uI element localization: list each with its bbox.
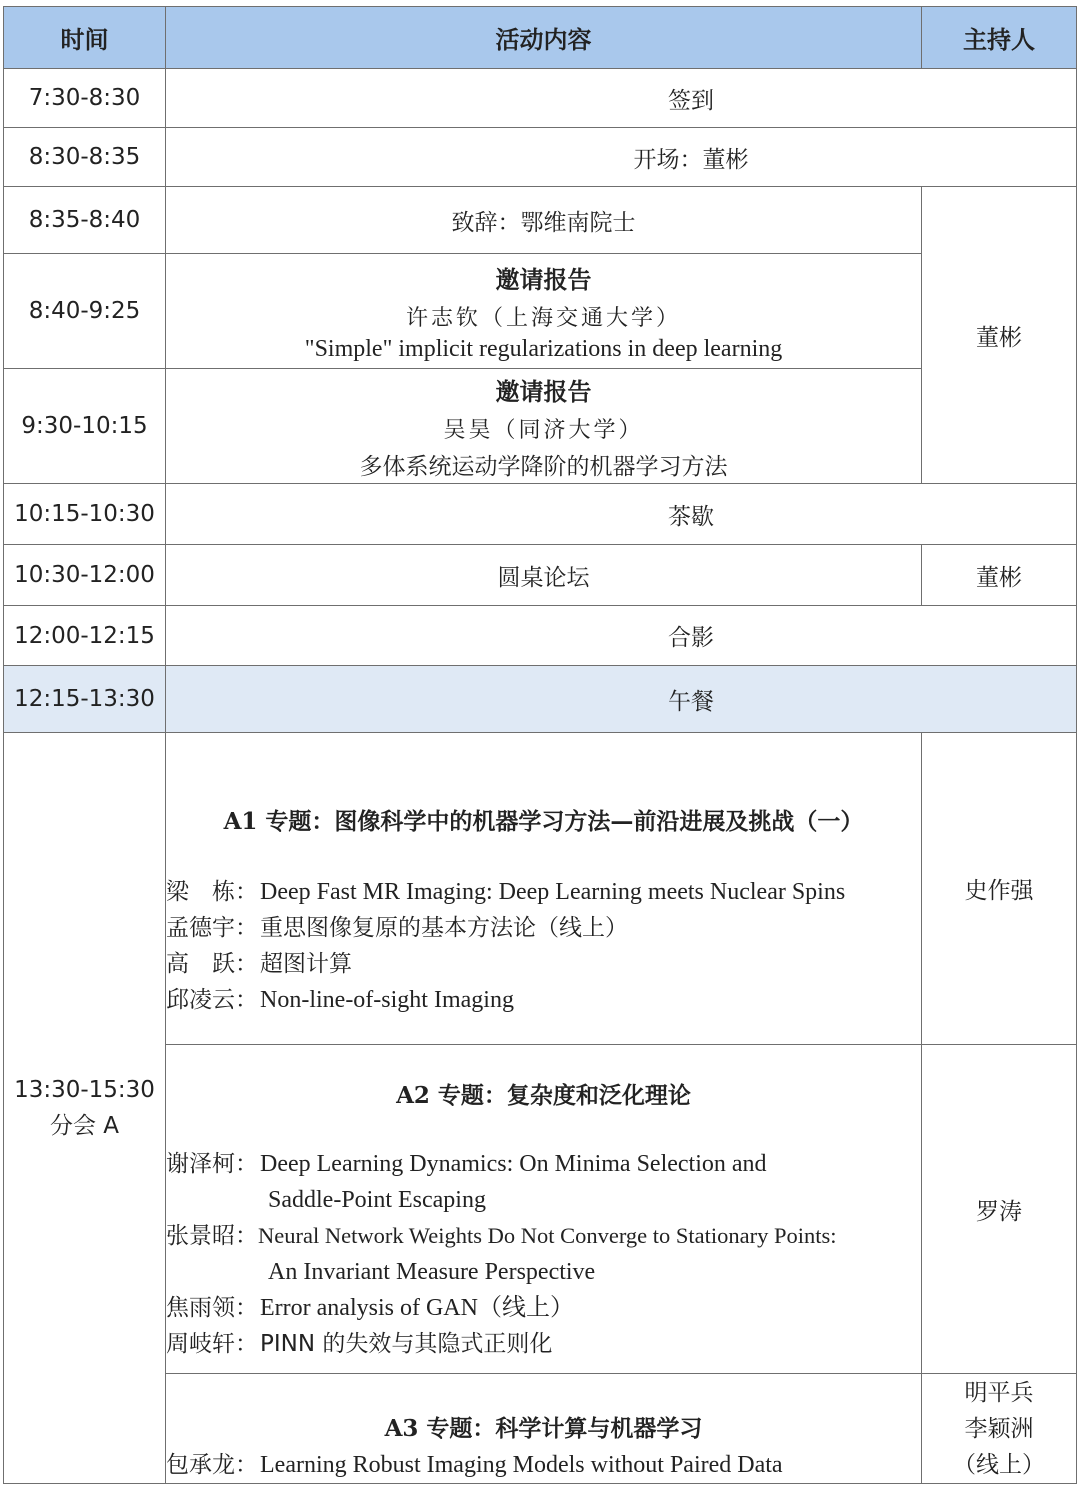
talk-title: Deep Learning Dynamics: On Minima Selection and [260,1150,767,1177]
talk-item [166,874,921,910]
content-cell: 致辞：鄂维南院士 [166,187,922,254]
invited-talk-cell [166,254,922,369]
talk-title: Neural Network Weights Do Not Converge to Stationary Points: [258,1222,837,1248]
talk-item [166,1290,921,1326]
table-row [4,128,1077,187]
talk-item [166,1146,921,1182]
table-row [4,484,1077,545]
content-text: 合影 [668,625,714,651]
time-cell: 8:30-8:35 [4,128,166,187]
speaker-name: 孟德宇： [166,915,258,941]
table-row-lunch [4,666,1077,733]
host-cell: 董彬 [922,545,1077,606]
content-text: 午餐 [668,688,714,715]
host-cell [922,1374,1077,1484]
time-cell: 10:15-10:30 [4,484,166,545]
session-a1-cell [166,733,922,1045]
host-cell: 罗涛 [922,1045,1077,1374]
table-header-row [4,7,1077,69]
talk-item [166,982,921,1018]
table-row [4,254,1077,369]
speaker-name: 包承龙： [166,1452,258,1478]
session-time-cell [4,733,166,1484]
table-row [4,187,1077,254]
invited-talk-cell [166,369,922,484]
host-cell: 董彬 [922,187,1077,484]
content-cell [166,128,1077,187]
talk-title: PINN 的失效与其隐式正则化 [260,1330,553,1357]
header-host: 主持人 [922,7,1077,69]
table-row [4,369,1077,484]
time-cell: 10:30-12:00 [4,545,166,606]
invited-talk-topic: "Simple" implicit regularizations in deep learning [304,335,783,362]
time-cell: 12:15-13:30 [4,666,166,733]
table-row [4,69,1077,128]
host-note: （线上） [953,1451,1045,1478]
time-cell: 7:30-8:30 [4,69,166,128]
speaker-name: 焦雨领： [166,1294,258,1321]
session-a3-cell [166,1374,922,1484]
host-cell: 史作强 [922,733,1077,1045]
talk-title: Error analysis of GAN（线上） [260,1294,574,1321]
talk-title: An Invariant Measure Perspective [268,1258,596,1285]
speaker-name: 高 跃： [166,951,258,977]
content-text: 签到 [668,87,714,114]
speaker-name: 周岐轩： [166,1330,258,1357]
talk-title: 重思图像复原的基本方法论（线上） [260,915,628,941]
content-text: 茶歇 [668,503,714,530]
invited-talk-title: 邀请报告 [495,265,592,294]
time-cell: 8:40-9:25 [4,254,166,369]
session-title: A1 专题：图像科学中的机器学习方法—前沿进展及挑战（一） [223,808,864,835]
talk-item [166,910,921,946]
content-text: 开场：董彬 [633,146,749,173]
talk-item [166,1326,921,1362]
time-cell: 8:35-8:40 [4,187,166,254]
invited-talk-topic: 多体系统运动学降阶的机器学习方法 [359,453,728,480]
invited-talk-title: 邀请报告 [495,377,592,406]
speaker-name: 梁 栋： [166,879,258,905]
invited-speaker: 许志钦（上海交通大学） [405,305,681,331]
talk-title: Learning Robust Imaging Models without Paired Data [260,1452,783,1478]
content-cell [166,606,1077,666]
session-name: 分会 A [49,1113,120,1139]
speaker-name [166,1254,266,1290]
header-time: 时间 [4,7,166,69]
talk-item [166,1254,921,1290]
table-row [4,606,1077,666]
content-cell [166,69,1077,128]
content-cell [166,666,1077,733]
table-row [4,545,1077,606]
session-row [4,733,1077,1045]
host-name: 明平兵 [964,1379,1034,1406]
content-cell: 圆桌论坛 [166,545,922,606]
speaker-name [166,1182,266,1218]
session-title: A3 专题：科学计算与机器学习 [384,1415,703,1442]
talk-item [166,1182,921,1218]
speaker-name: 张景昭： [166,1222,258,1249]
invited-speaker: 吴昊（同济大学） [443,417,644,443]
time-cell: 9:30-10:15 [4,369,166,484]
session-time: 13:30-15:30 [14,1077,155,1103]
talk-item [166,946,921,982]
speaker-name: 谢泽柯： [166,1150,258,1177]
session-title: A2 专题：复杂度和泛化理论 [396,1081,691,1109]
schedule-table [3,6,1077,1484]
speaker-name: 邱凌云： [166,987,258,1013]
session-a2-cell [166,1045,922,1374]
host-name: 李颖洲 [964,1415,1034,1442]
talk-title: Saddle-Point Escaping [268,1186,486,1213]
talk-item [166,1447,921,1483]
content-cell [166,484,1077,545]
talk-title: Non-line-of-sight Imaging [260,987,514,1013]
header-content: 活动内容 [166,7,922,69]
talk-item [166,1218,921,1254]
time-cell: 12:00-12:15 [4,606,166,666]
talk-title: Deep Fast MR Imaging: Deep Learning meets Nuclear Spins [260,879,846,905]
talk-title: 超图计算 [260,951,352,977]
